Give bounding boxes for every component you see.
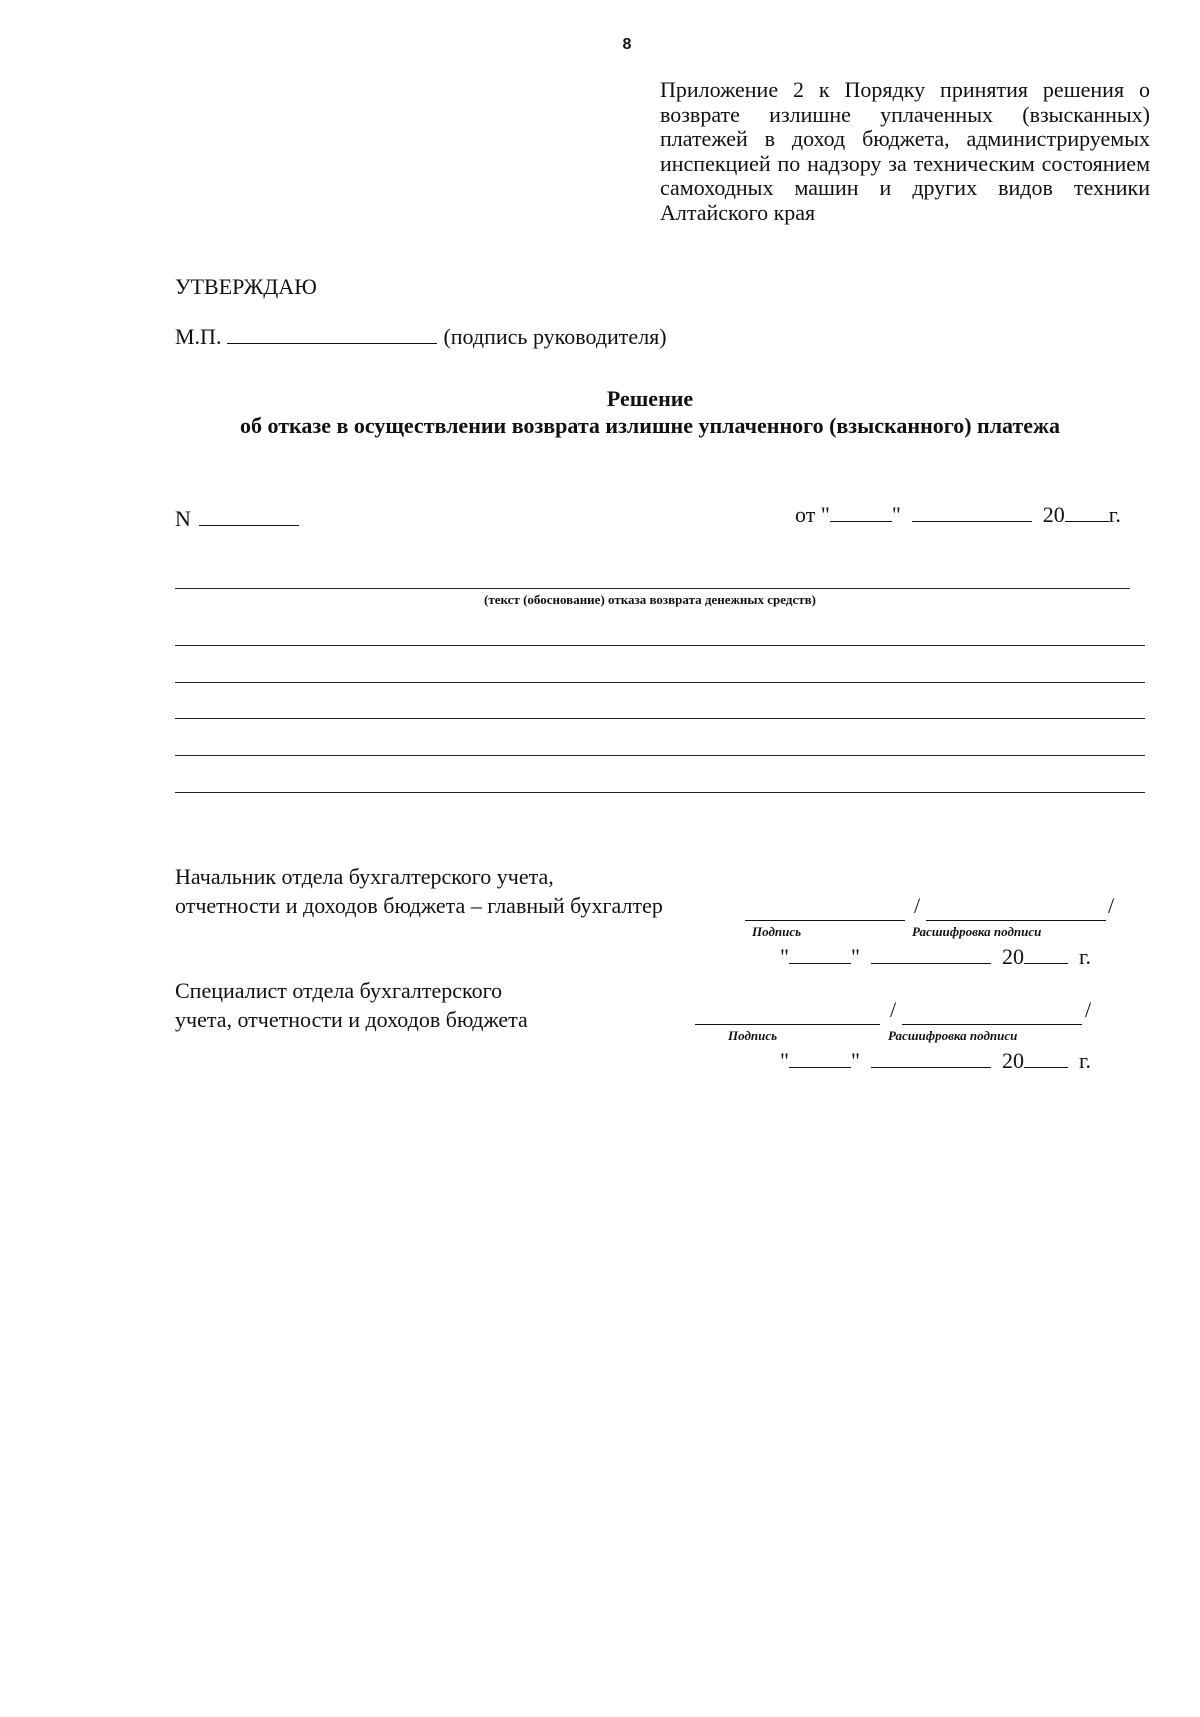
chief-decode-caption: Расшифровка подписи bbox=[912, 924, 1042, 939]
chief-date-year-field[interactable] bbox=[1024, 945, 1068, 964]
reason-line-3[interactable] bbox=[175, 682, 1145, 683]
reason-line-1[interactable] bbox=[175, 588, 1130, 589]
specialist-date-year-prefix: 20 bbox=[1001, 1048, 1024, 1073]
reason-caption: (текст (обоснование) отказа возврата денежных средств) bbox=[484, 592, 816, 607]
chief-date-month-field[interactable] bbox=[871, 945, 991, 964]
chief-date-year-prefix: 20 bbox=[1001, 944, 1024, 969]
specialist-date-quote-open: " bbox=[780, 1048, 789, 1073]
specialist-decode-line[interactable] bbox=[902, 1024, 1082, 1025]
head-signature-line[interactable] bbox=[227, 325, 437, 344]
date-day-field[interactable] bbox=[830, 503, 892, 522]
specialist-slash-right: / bbox=[1085, 997, 1092, 1022]
specialist-decode-caption: Расшифровка подписи bbox=[888, 1028, 1018, 1043]
stamp-label: М.П. bbox=[175, 324, 222, 349]
decision-number-row bbox=[175, 506, 299, 532]
specialist-date-row bbox=[780, 1048, 1091, 1074]
date-year-prefix: 20 bbox=[1042, 502, 1065, 527]
chief-accountant-title bbox=[175, 862, 663, 920]
specialist-title-line-2: учета, отчетности и доходов бюджета bbox=[175, 1007, 528, 1032]
specialist-date-quote-close: " bbox=[850, 1048, 860, 1073]
date-from-label: от " bbox=[795, 502, 830, 527]
chief-signature-caption: Подпись bbox=[752, 924, 802, 939]
chief-accountant-title-line-2: отчетности и доходов бюджета – главный бухгалтер bbox=[175, 893, 663, 918]
chief-date-g: г. bbox=[1078, 944, 1092, 969]
number-field[interactable] bbox=[199, 507, 299, 526]
number-label: N bbox=[175, 506, 191, 531]
specialist-title bbox=[175, 976, 528, 1034]
specialist-date-day-field[interactable] bbox=[789, 1049, 851, 1068]
specialist-title-line-1: Специалист отдела бухгалтерского bbox=[175, 978, 503, 1003]
approve-heading: УТВЕРЖДАЮ bbox=[175, 274, 317, 299]
specialist-slash-left: / bbox=[890, 997, 897, 1022]
specialist-date-year-field[interactable] bbox=[1024, 1049, 1068, 1068]
head-signature-caption: (подпись руководителя) bbox=[443, 324, 667, 349]
specialist-date-month-field[interactable] bbox=[871, 1049, 991, 1068]
reason-line-4[interactable] bbox=[175, 718, 1145, 719]
chief-date-day-field[interactable] bbox=[789, 945, 851, 964]
date-quote: " bbox=[891, 502, 901, 527]
stamp-signature-row bbox=[175, 324, 667, 350]
specialist-signature-line[interactable] bbox=[695, 1024, 880, 1025]
reason-line-6[interactable] bbox=[175, 792, 1145, 793]
date-year-field[interactable] bbox=[1065, 503, 1109, 522]
reason-line-5[interactable] bbox=[175, 755, 1145, 756]
date-month-field[interactable] bbox=[912, 503, 1032, 522]
chief-date-row bbox=[780, 944, 1091, 970]
document-title: Решение bbox=[606, 386, 694, 411]
chief-accountant-title-line-1: Начальник отдела бухгалтерского учета, bbox=[175, 864, 554, 889]
chief-date-quote-open: " bbox=[780, 944, 789, 969]
chief-signature-line[interactable] bbox=[745, 920, 905, 921]
chief-slash-left: / bbox=[914, 893, 921, 918]
decision-date-row bbox=[795, 502, 1121, 528]
specialist-date-g: г. bbox=[1078, 1048, 1092, 1073]
appendix-note: Приложение 2 к Порядку принятия решения о возврате излишне уплаченных (взысканных) платежей в доход бюджета, администрируемых инспекцией по надзору за техническим состоянием самоходных машин и других видов техники Алтайского края bbox=[660, 77, 1150, 225]
reason-line-2[interactable] bbox=[175, 645, 1145, 646]
chief-date-quote-close: " bbox=[850, 944, 860, 969]
document-subtitle: об отказе в осуществлении возврата излишне уплаченного (взысканного) платежа bbox=[240, 413, 1060, 438]
chief-slash-right: / bbox=[1108, 893, 1115, 918]
chief-decode-line[interactable] bbox=[926, 920, 1106, 921]
date-year-suffix: г. bbox=[1108, 502, 1121, 527]
specialist-signature-caption: Подпись bbox=[728, 1028, 778, 1043]
page-number: 8 bbox=[622, 36, 632, 53]
